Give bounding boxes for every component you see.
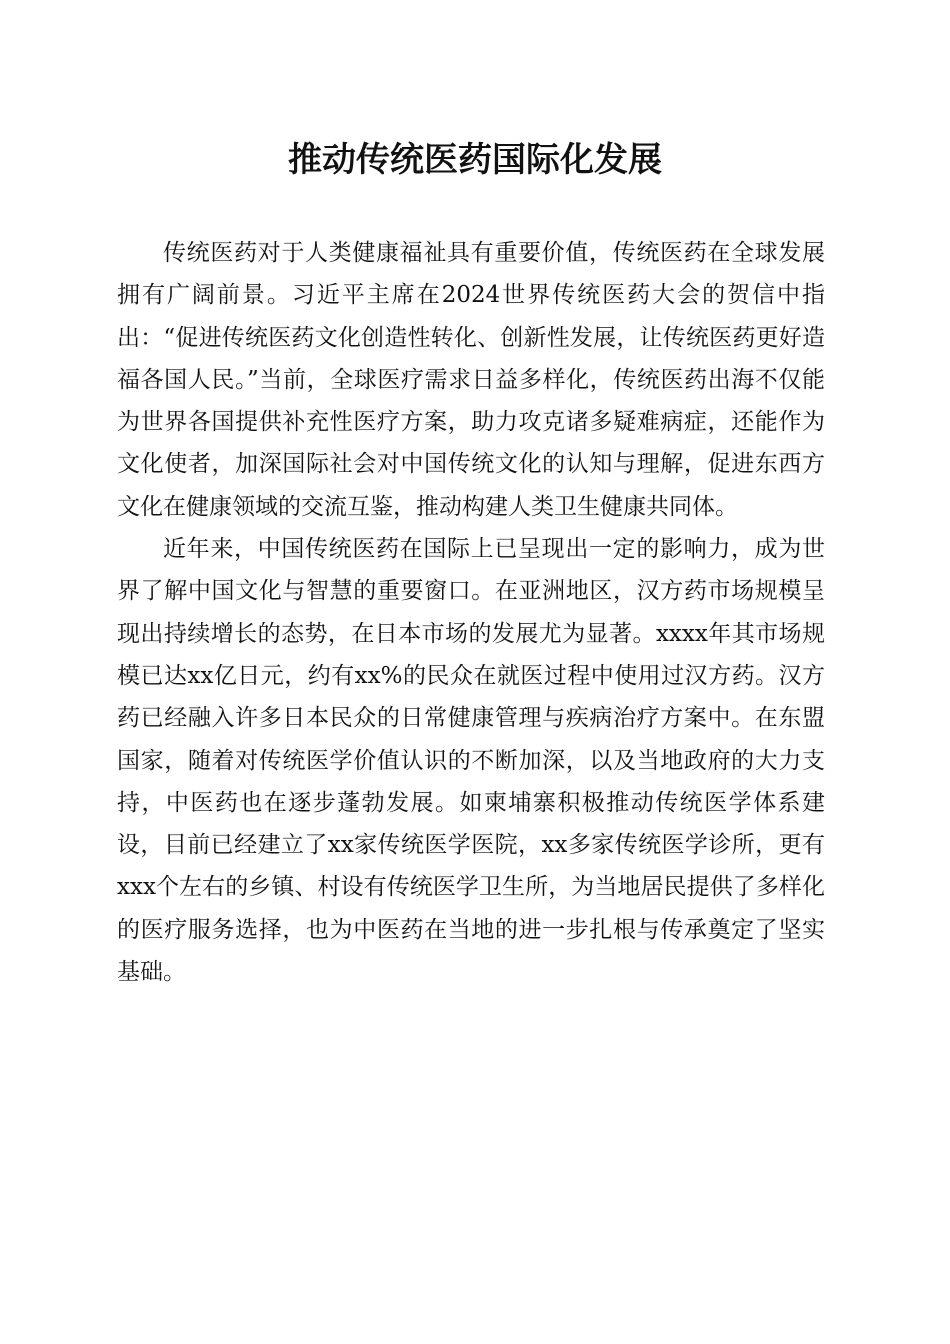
document-title: 推动传统医药国际化发展 (288, 140, 662, 180)
document-body (117, 232, 825, 993)
paragraph-1: 传统医药对于人类健康福祉具有重要价值，传统医药在全球发展拥有广阔前景。习近平主席在2024世界传统医药大会的贺信中指出：“促进传统医药文化创造性转化、创新性发展，让传统医药更好造福各国人民。”当前，全球医疗需求日益多样化，传统医药出海不仅能为世界各国提供补充性医疗方案，助力攻克诸多疑难病症，还能作为文化使者，加深国际社会对中国传统文化的认知与理解，促进东西方文化在健康领域的交流互鉴，推动构建人类卫生健康共同体。 (117, 240, 825, 520)
paragraph-2: 近年来，中国传统医药在国际上已呈现出一定的影响力，成为世界了解中国文化与智慧的重要窗口。在亚洲地区，汉方药市场规模呈现出持续增长的态势，在日本市场的发展尤为显著。xxxx年其市场规模已达xx亿日元，约有xx%的民众在就医过程中使用过汉方药。汉方药已经融入许多日本民众的日常健康管理与疾病治疗方案中。在东盟国家，随着对传统医学价值认识的不断加深，以及当地政府的大力支持，中医药也在逐步蓬勃发展。如柬埔寨积极推动传统医学体系建设，目前已经建立了xx家传统医学医院，xx多家传统医学诊所，更有xxx个左右的乡镇、村设有传统医学卫生所，为当地居民提供了多样化的医疗服务选择，也为中医药在当地的进一步扎根与传承奠定了坚实基础。 (117, 536, 825, 986)
